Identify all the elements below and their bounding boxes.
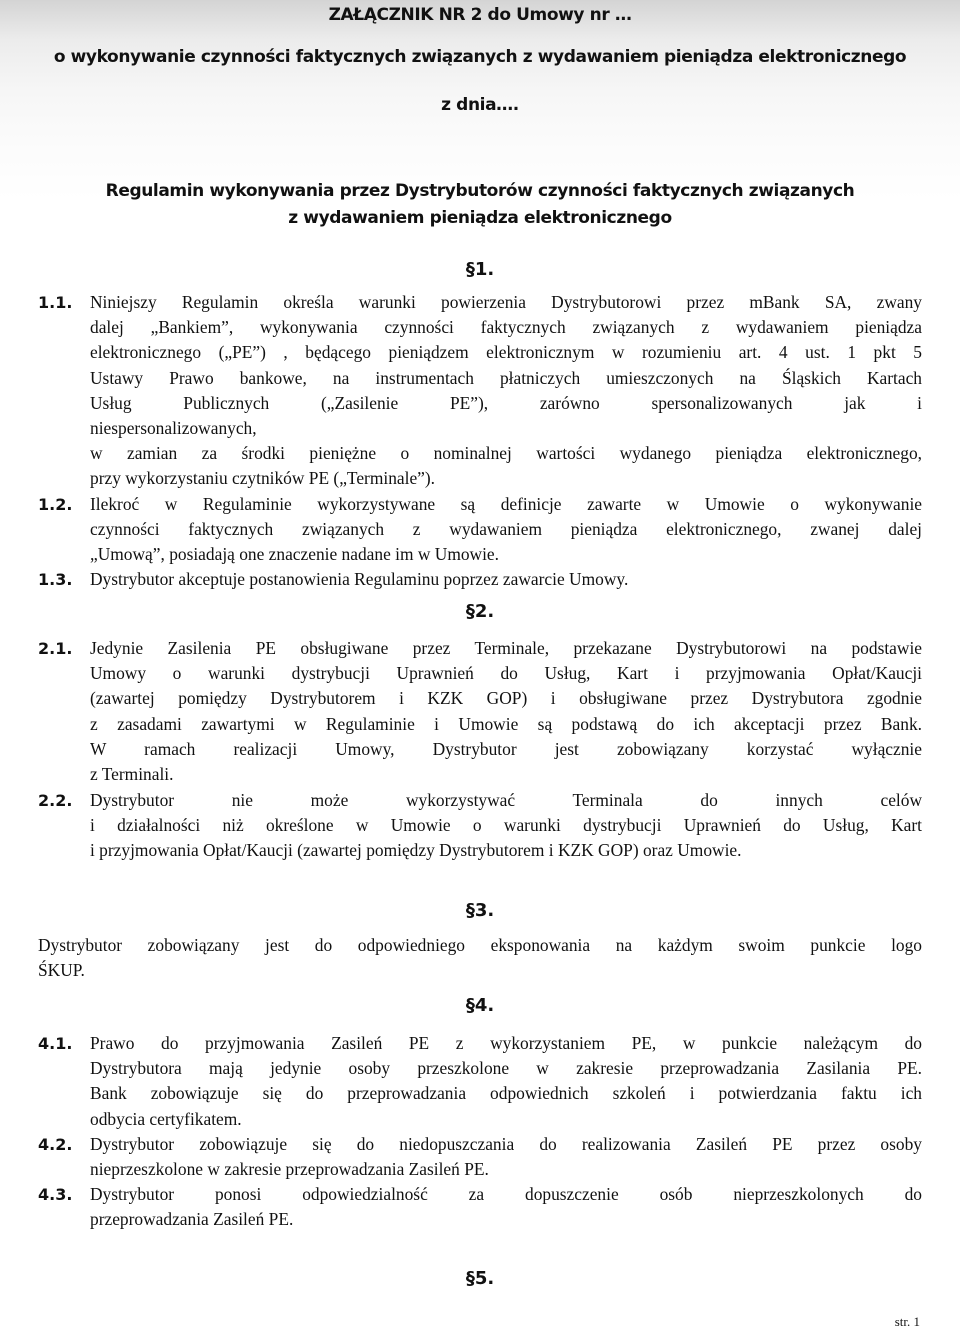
- point-2-1-line: Umowy o warunki dystrybucji Uprawnień do Usług, Kart i przyjmowania Opłat/Kaucji: [90, 663, 922, 684]
- point-2-1: [90, 636, 922, 787]
- point-4-1: [90, 1031, 922, 1132]
- point-4-3: [90, 1182, 922, 1232]
- point-2-1-line: Jedynie Zasilenia PE obsługiwane przez Terminale, przekazane Dystrybutorowi na podstawie: [90, 638, 922, 658]
- point-1-3: [90, 567, 922, 592]
- section-heading-5: §5.: [465, 1268, 495, 1289]
- point-4-1-line: Dystrybutora mają jedynie osoby przeszkolone w zakresie przeprowadzania Zasilania PE.: [90, 1058, 922, 1079]
- point-number-2-1: 2.1.: [38, 639, 73, 658]
- agreement-subject: o wykonywanie czynności faktycznych związanych z wydawaniem pieniądza elektronicznego: [53, 47, 907, 67]
- section-heading-4: §4.: [465, 995, 495, 1016]
- section-heading-3: §3.: [465, 900, 495, 921]
- point-1-2-line: Ilekroć w Regulaminie wykorzystywane są definicje zawarte w Umowie o wykonywanie: [90, 494, 922, 514]
- point-1-1-line: Usług Publicznych („Zasilenie PE”), zarówno spersonalizowanych jak i: [90, 392, 922, 413]
- point-4-2: [90, 1132, 922, 1182]
- point-2-2-line: i działalności niż określone w Umowie o warunki dystrybucji Uprawnień do Usług, Kart: [90, 815, 922, 836]
- point-1-1-line: niespersonalizowanych,: [90, 417, 257, 438]
- point-1-1-line: Niniejszy Regulamin określa warunki powierzenia Dystrybutorowi przez mBank SA, zwany: [90, 292, 922, 312]
- point-1-1-line: dalej „Bankiem”, wykonywania czynności faktycznych związanych z wydawaniem pieniądza: [90, 317, 922, 338]
- header-banner: [0, 0, 960, 282]
- paragraph-3-line: Dystrybutor zobowiązany jest do odpowiedniego eksponowania na każdym swoim punkcie logo: [38, 935, 922, 955]
- paragraph-3-line: ŚKUP.: [38, 960, 85, 981]
- regulation-title-line2: z wydawaniem pieniądza elektronicznego: [288, 208, 672, 228]
- point-4-1-line: Bank zobowiązuje się do przeprowadzania odpowiednich szkoleń i potwierdzania faktu ich: [90, 1083, 922, 1104]
- page-number: str. 1: [894, 1314, 920, 1329]
- section-heading-2: §2.: [465, 601, 495, 622]
- point-1-1-line: przy wykorzystaniu czytników PE („Terminale”).: [90, 468, 436, 489]
- point-1-2: [90, 492, 922, 568]
- point-1-2-line: czynności faktycznych związanych z wydawaniem pieniądza elektronicznego, zwanej dalej: [90, 519, 922, 540]
- point-4-1-line: Prawo do przyjmowania Zasileń PE z wykorzystaniem PE, w punkcie należącym do: [90, 1033, 922, 1053]
- point-number-4-1: 4.1.: [38, 1034, 73, 1053]
- point-2-2-line: Dystrybutor nie może wykorzystywać Terminala do innych celów: [90, 790, 922, 810]
- point-4-3-line: przeprowadzania Zasileń PE.: [90, 1209, 294, 1230]
- paragraph-3: [38, 933, 922, 983]
- point-number-1-3: 1.3.: [38, 570, 73, 589]
- point-4-2-line: Dystrybutor zobowiązuje się do niedopuszczania do realizowania Zasileń PE przez osoby: [90, 1134, 922, 1154]
- point-4-3-line: Dystrybutor ponosi odpowiedzialność za dopuszczenie osób nieprzeszkolonych do: [90, 1184, 922, 1204]
- point-2-1-line: z zasadami zawartymi w Regulaminie i Umowie są podstawą do ich akceptacji przez Bank.: [90, 713, 922, 734]
- point-2-1-line: z Terminali.: [90, 763, 174, 784]
- point-1-3-line: Dystrybutor akceptuje postanowienia Regulaminu poprzez zawarcie Umowy.: [90, 569, 629, 589]
- point-number-4-3: 4.3.: [38, 1185, 73, 1204]
- point-2-1-line: (zawartej pomiędzy Dystrybutorem i KZK GOP) i obsługiwane przez Dystrybutora zgodnie: [90, 688, 922, 709]
- point-number-1-2: 1.2.: [38, 495, 73, 514]
- point-4-2-line: nieprzeszkolone w zakresie przeprowadzania Zasileń PE.: [90, 1159, 489, 1180]
- regulation-title-line1: Regulamin wykonywania przez Dystrybutorów czynności faktycznych związanych: [105, 181, 855, 201]
- point-2-2: [90, 788, 922, 864]
- agreement-date: z dnia….: [441, 95, 519, 115]
- section-heading-1: §1.: [465, 259, 495, 280]
- point-2-1-line: W ramach realizacji Umowy, Dystrybutor jest zobowiązany korzystać wyłącznie: [90, 738, 922, 759]
- point-1-1-line: elektronicznego („PE”) , będącego pieniądzem elektronicznym w rozumieniu art. 4 ust. 1 pkt 5: [90, 342, 922, 363]
- point-number-4-2: 4.2.: [38, 1135, 73, 1154]
- point-2-2-line: i przyjmowania Opłat/Kaucji (zawartej pomiędzy Dystrybutorem i KZK GOP) oraz Umowie.: [90, 840, 742, 861]
- point-number-1-1: 1.1.: [38, 293, 73, 312]
- point-1-1-line: Ustawy Prawo bankowe, na instrumentach płatniczych umieszczonych na Śląskich Kartach: [90, 367, 922, 388]
- point-number-2-2: 2.2.: [38, 791, 73, 810]
- point-1-1: [90, 290, 922, 492]
- point-1-1-line: w zamian za środki pieniężne o nominalnej wartości wydanego pieniądza elektronicznego,: [90, 443, 922, 464]
- point-1-2-line: „Umową”, posiadają one znaczenie nadane im w Umowie.: [90, 544, 499, 565]
- attachment-title: ZAŁĄCZNIK NR 2 do Umowy nr …: [328, 5, 632, 25]
- point-4-1-line: odbycia certyfikatem.: [90, 1108, 242, 1129]
